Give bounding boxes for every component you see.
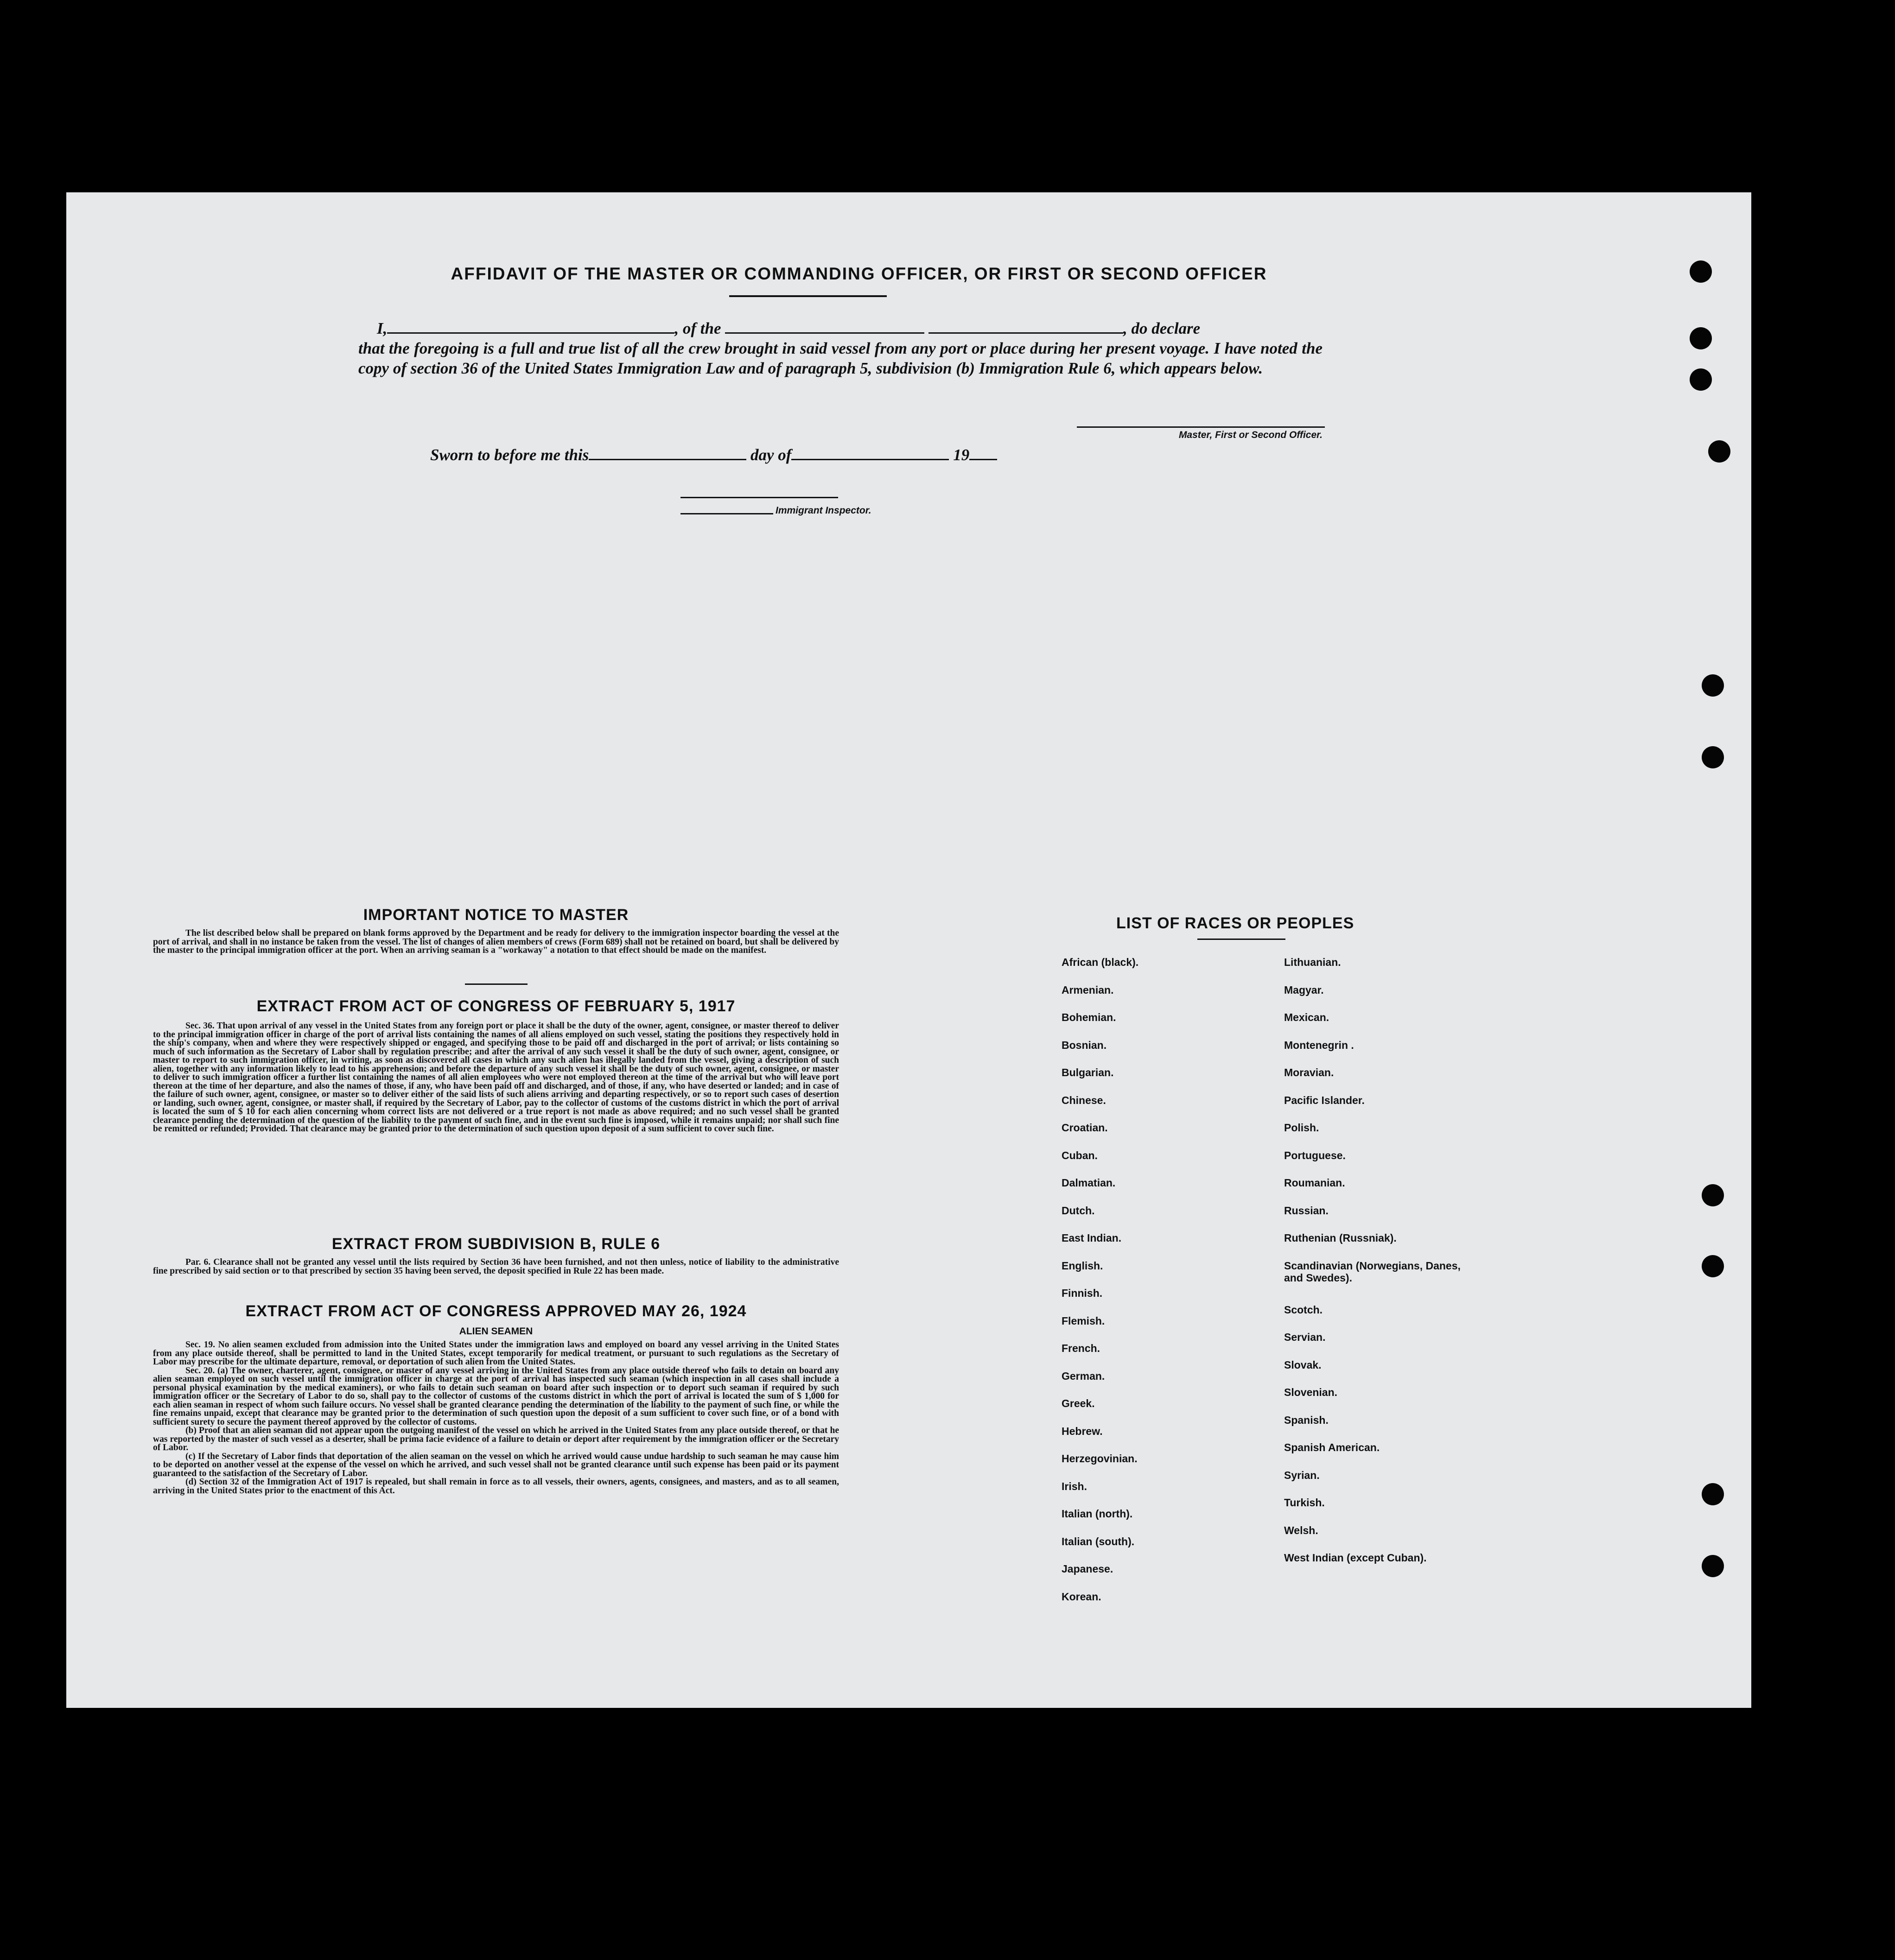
binder-hole — [1708, 440, 1730, 463]
extract-1924-paragraph: (b) Proof that an alien seaman did not appear upon the outgoing manifest of the vessel on which he arrived in the United States from any place outside thereof, or that he was reported by the master of such vessel as a deserter, shall be prima facie evidence of a failure to detain or deport after requirement by the immigration officer or the Secretary of Labor. — [153, 1426, 839, 1453]
binder-hole — [1690, 327, 1712, 349]
race-item: Dutch. — [1062, 1204, 1095, 1217]
binder-hole — [1702, 1555, 1724, 1577]
race-item: Croatian. — [1062, 1122, 1108, 1134]
sworn-year-blank — [969, 445, 997, 460]
title-underline — [729, 295, 887, 297]
extract-rule6-body: Par. 6. Clearance shall not be granted any vessel until the lists required by Section 36 have been furnished, and not then unless, notice of liability to the administrative fine prescribed by said section or to that prescribed by section 35 having been served, the deposit specified in Rule 22 has been made. — [153, 1257, 839, 1276]
races-title: LIST OF RACES OR PEOPLES — [1116, 914, 1354, 932]
race-item: Turkish. — [1284, 1497, 1325, 1509]
binder-hole — [1702, 1184, 1724, 1206]
race-item: Japanese. — [1062, 1563, 1113, 1575]
binder-hole — [1702, 1483, 1724, 1505]
race-item: Italian (south). — [1062, 1535, 1135, 1548]
race-item: Scotch. — [1284, 1303, 1323, 1316]
sworn-prefix: Sworn to before me this — [430, 446, 589, 464]
race-item: Montenegrin . — [1284, 1039, 1354, 1051]
race-item: Dalmatian. — [1062, 1177, 1116, 1189]
race-item: Bosnian. — [1062, 1039, 1107, 1051]
race-item: Slovenian. — [1284, 1386, 1338, 1398]
race-item: English. — [1062, 1259, 1103, 1272]
race-item: Slovak. — [1284, 1358, 1322, 1371]
race-item: Roumanian. — [1284, 1177, 1345, 1189]
race-item: East Indian. — [1062, 1232, 1122, 1244]
binder-hole — [1702, 674, 1724, 697]
binder-hole — [1702, 1255, 1724, 1277]
race-item: Welsh. — [1284, 1524, 1318, 1536]
notice-divider — [465, 983, 528, 985]
race-item: Armenian. — [1062, 983, 1114, 996]
inspector-label: Immigrant Inspector. — [776, 505, 871, 516]
race-item: Scandinavian (Norwegians, Danes, and Swedes). — [1284, 1259, 1461, 1284]
race-item: Cuban. — [1062, 1149, 1098, 1161]
race-item: Pacific Islander. — [1284, 1094, 1365, 1106]
vessel-blank-1 — [725, 318, 924, 334]
affidavit-declare: , do declare — [1123, 319, 1201, 337]
extract-1917-body: Sec. 36. That upon arrival of any vessel in the United States from any foreign port or place it shall be the duty of the owner, agent, consignee, or master thereof to deliver to the principal immigration officer in charge of the port of arrival lists containing the names of all aliens employed on such vessel, stating the positions they respectively hold in the ship's company, when and where they were respectively shipped or engaged, and specifying those to be paid off and discharged in the port of arrival; or lists containing so much of such information as the Secretary of Labor shall by regulation prescribe; and after the arrival of any such vessel it shall be the duty of such owner, agent, consignee, or master to report to such immigration officer, in writing, as soon as discovered all cases in which any such alien has illegally landed from the vessel, giving a description of such alien, together with any information likely to lead to his apprehension; and before the departure of any such vessel it shall be the duty of such owner, agent, consignee, or master to deliver to such immigration officer a further list containing the names of all alien employees who were not employed thereon at the time of the arrival but who will leave port thereon at the time of her departure, and also the names of those, if any, who have been paid off and discharged, and of those, if any, who have deserted or landed; and in case of the failure of such owner, agent, consignee, or master so to deliver either of the said lists of such aliens arriving and departing respectively, or so to report such cases of desertion or landing, such owner, agent, consignee, or master shall, if required by the Secretary of Labor, pay to the collector of customs of the customs district in which the port of arrival is located the sum of $ 10 for each alien concerning whom correct lists are not delivered or a true report is not made as above required; and no such vessel shall be granted clearance pending the determination of the question of the liability to the payment of such fine, and in the event such fine is imposed, while it remains unpaid; nor shall such fine be remitted or refunded; Provided. That clearance may be granted prior to the determination of such question upon deposit of a sum sufficient to cover such fine. — [153, 1021, 839, 1134]
affidavit-declaration — [358, 318, 1323, 378]
signature-line — [1077, 426, 1325, 428]
notice-body: The list described below shall be prepared on blank forms approved by the Department and be ready for delivery to the immigration inspector boarding the vessel at the port of arrival, and shall in no instance be taken from the vessel. The list of changes of alien members of crews (Form 689) shall not be retained on board, but shall be delivered by the master to the principal immigration officer at the port. When an arriving seaman is a "workaway" a notation to that effect should be made on the manifest. — [153, 928, 839, 955]
extract-1924-paragraph: Sec. 20. (a) The owner, charterer, agent, consignee, or master of any vessel arriving in the United States from any place outside thereof who fails to detain on board any alien seaman employed on such vessel until the immigration officer in charge at the port of arrival has inspected such seaman (which inspection in all cases shall include a personal physical examination by the medical examiners), or who fails to detain such seaman on board after such inspection or to deport such seaman if required by such immigration officer or the Secretary of Labor to do so, shall pay to the collector of customs of the customs district in which the port of arrival is located the sum of $ 1,000 for each alien seaman in respect of whom such failure occurs. No vessel shall be granted clearance pending the determination of the liability to the payment of such fine, or while the fine remains unpaid, except that clearance may be granted prior to the determination of such question upon the deposit of a sum sufficient to cover such fine, or of a bond with sufficient surety to secure the payment thereof approved by the collector of customs. — [153, 1365, 839, 1427]
race-item: Bulgarian. — [1062, 1066, 1114, 1078]
extract-1924-paragraph: Sec. 19. No alien seamen excluded from admission into the United States under the immigration laws and employed on board any vessel arriving in the United States from any place outside thereof, shall be permitted to land in the United States, except temporarily for medical treatment, or pursuant to such regulations as the Secretary of Labor may prescribe for the ultimate departure, removal, or deportation of such alien from the United States. — [153, 1340, 839, 1367]
affidavit-of-the: , of the — [674, 319, 721, 337]
race-item: Mexican. — [1284, 1011, 1329, 1023]
inspector-line-lower — [680, 513, 773, 514]
sworn-year: 19 — [953, 446, 970, 464]
race-item: French. — [1062, 1342, 1100, 1354]
race-item: Polish. — [1284, 1122, 1319, 1134]
races-title-underline — [1197, 939, 1285, 940]
binder-hole — [1702, 746, 1724, 768]
notice-title: IMPORTANT NOTICE TO MASTER — [363, 906, 629, 924]
affidavit-i: I, — [377, 319, 388, 337]
extract-1924-paragraph: (c) If the Secretary of Labor finds that deportation of the alien seaman on the vessel on which he arrived would cause undue hardship to such seaman he may cause him to be deported on another vessel at the expense of the vessel on which he arrived, and such vessel shall not be granted clearance until such expense has been paid or its payment guaranteed to the satisfaction of the Secretary of Labor. — [153, 1451, 839, 1478]
vessel-blank-2 — [928, 318, 1123, 334]
name-blank — [387, 318, 674, 334]
affidavit-body: that the foregoing is a full and true list of all the crew brought in said vessel from any port or place during her present voyage. I have noted the copy of section 36 of the United States Immigration Law and of paragraph 5, subdivision (b) Immigration Rule 6, which appears below. — [358, 339, 1323, 377]
sworn-month-blank — [791, 445, 949, 460]
signature-label: Master, First or Second Officer. — [1178, 430, 1323, 440]
races-right-column — [1284, 956, 1469, 1579]
extract-1924-title: EXTRACT FROM ACT OF CONGRESS APPROVED MAY 26, 1924 — [245, 1302, 747, 1320]
race-item: Russian. — [1284, 1204, 1329, 1217]
affidavit-first-line — [358, 318, 1323, 338]
sworn-line — [430, 445, 1172, 464]
race-item: African (black). — [1062, 956, 1139, 968]
race-item: Spanish. — [1284, 1414, 1329, 1426]
race-item: Syrian. — [1284, 1469, 1320, 1481]
inspector-line-upper — [680, 497, 838, 498]
sworn-day-blank — [589, 445, 746, 460]
binder-hole — [1690, 368, 1712, 391]
sworn-day-of: day of — [750, 446, 792, 464]
race-item: Portuguese. — [1284, 1149, 1346, 1161]
race-item: Flemish. — [1062, 1314, 1105, 1327]
race-item: Chinese. — [1062, 1094, 1106, 1106]
race-item: Lithuanian. — [1284, 956, 1341, 968]
race-item: German. — [1062, 1370, 1105, 1382]
race-item: Herzegovinian. — [1062, 1453, 1138, 1465]
extract-1917-title: EXTRACT FROM ACT OF CONGRESS OF FEBRUARY 5, 1917 — [256, 997, 736, 1015]
race-item: Servian. — [1284, 1331, 1326, 1343]
race-item: Hebrew. — [1062, 1425, 1103, 1437]
race-item: Magyar. — [1284, 983, 1324, 996]
extract-1924-paragraph: (d) Section 32 of the Immigration Act of 1917 is repealed, but shall remain in force as to all vessels, their owners, agents, consignees, and masters, and as to all seamen, arriving in the United States prior to the enactment of this Act. — [153, 1477, 839, 1496]
races-left-column — [1062, 956, 1261, 1618]
extract-1924-body — [153, 1341, 839, 1495]
affidavit-title: AFFIDAVIT OF THE MASTER OR COMMANDING OFFICER, OR FIRST OR SECOND OFFICER — [451, 264, 1267, 283]
race-item: Korean. — [1062, 1590, 1101, 1603]
race-item: Bohemian. — [1062, 1011, 1116, 1023]
race-item: Italian (north). — [1062, 1508, 1133, 1520]
document-page — [66, 192, 1751, 1708]
race-item: Moravian. — [1284, 1066, 1334, 1078]
extract-1924-subtitle: ALIEN SEAMEN — [459, 1326, 533, 1337]
extract-rule6-title: EXTRACT FROM SUBDIVISION B, RULE 6 — [331, 1235, 661, 1253]
race-item: Finnish. — [1062, 1287, 1103, 1299]
race-item: Irish. — [1062, 1480, 1087, 1492]
race-item: West Indian (except Cuban). — [1284, 1552, 1427, 1564]
race-item: Ruthenian (Russniak). — [1284, 1232, 1397, 1244]
race-item: Greek. — [1062, 1397, 1095, 1409]
race-item: Spanish American. — [1284, 1441, 1380, 1453]
binder-hole — [1690, 260, 1712, 283]
